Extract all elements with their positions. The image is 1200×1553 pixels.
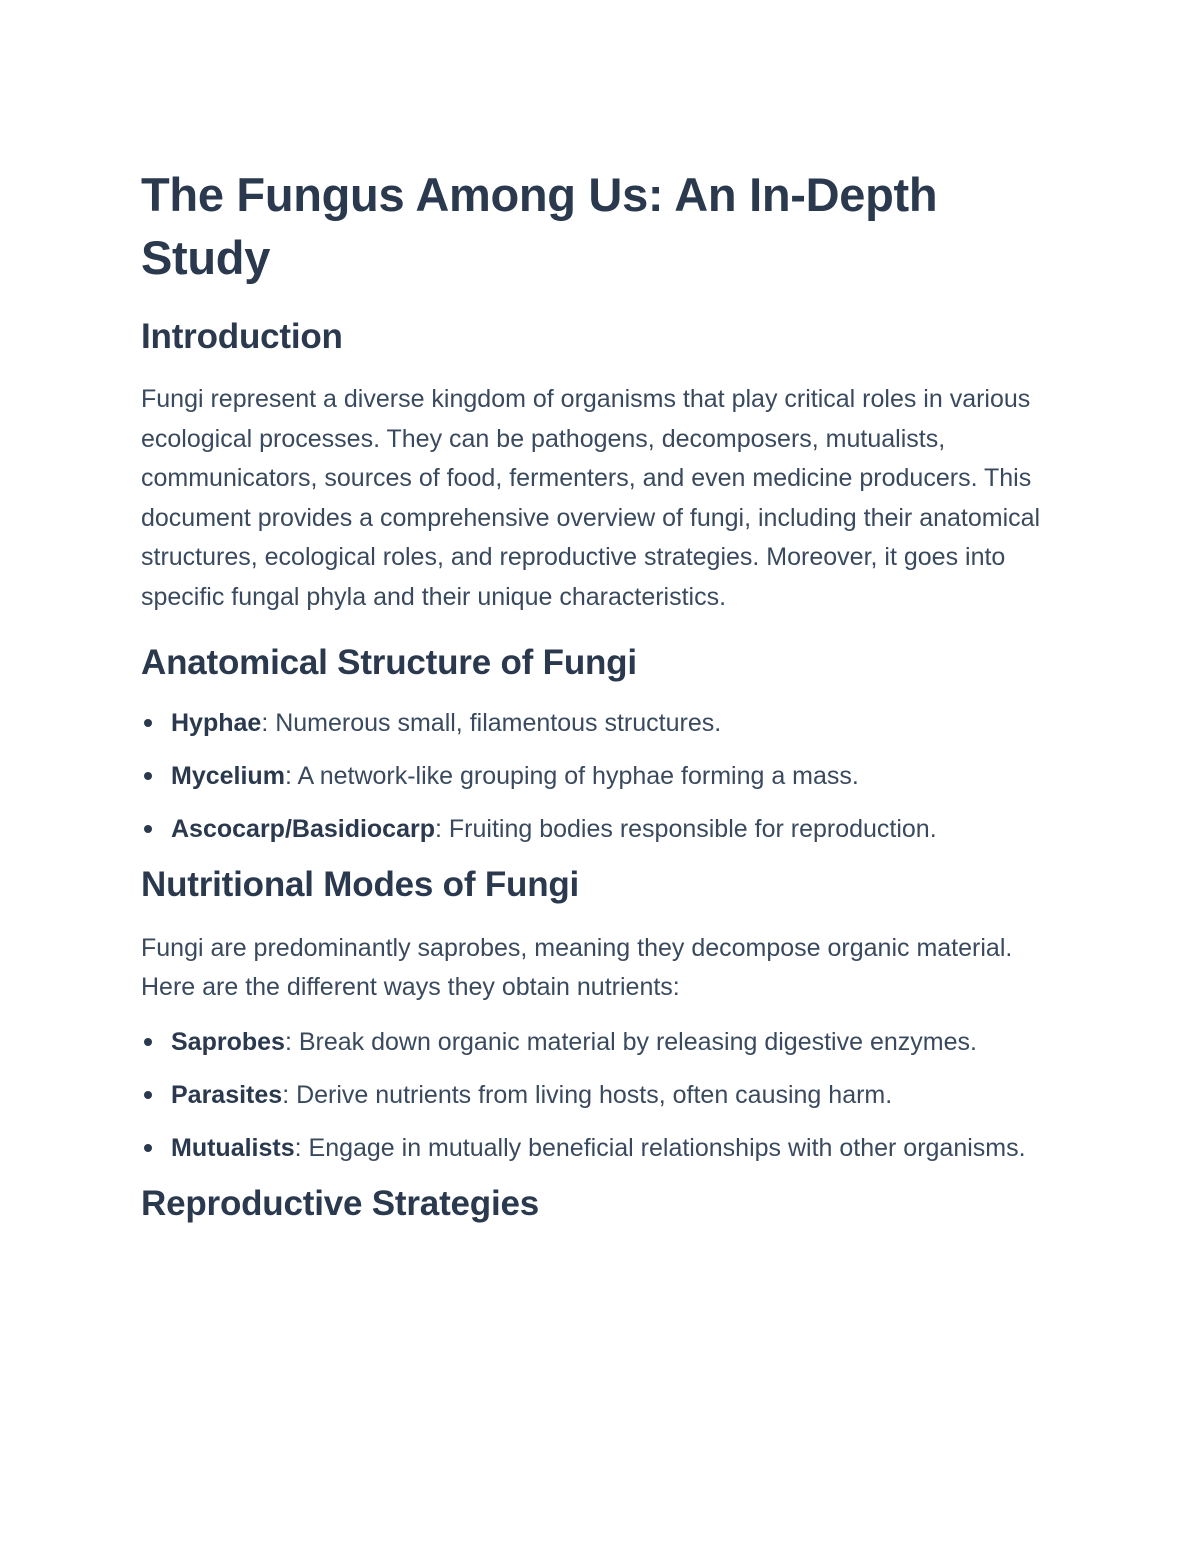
section-anatomical-structure [141,641,1061,850]
section-heading: Reproductive Strategies [141,1183,540,1223]
bullet-icon [144,1038,152,1046]
list-item-desc: : Fruiting bodies responsible for reproduction. [435,814,937,843]
list-item-desc: : Derive nutrients from living hosts, often causing harm. [282,1080,893,1109]
document-page [141,163,1061,1226]
list-item-term: Mycelium [171,761,285,790]
list-item-term: Mutualists [171,1133,295,1162]
document-title: The Fungus Among Us: An In-Depth Study [141,168,938,284]
list-item-desc: : Break down organic material by releasing digestive enzymes. [284,1027,977,1056]
section-heading: Introduction [141,317,343,356]
bullet-icon [144,825,152,833]
list-item [141,1129,1061,1169]
list-item [141,1023,1061,1063]
section-paragraph: Fungi are predominantly saprobes, meaning they decompose organic material. Here are the different ways they obtain nutrients: [141,933,1013,1002]
list-item-term: Saprobes [171,1027,285,1056]
list-item [141,704,1061,744]
bullet-list [141,704,1061,850]
list-item-desc: : Engage in mutually beneficial relationships with other organisms. [294,1133,1026,1162]
list-item [141,1076,1061,1116]
list-item-term: Hyphae [171,708,262,737]
bullet-icon [144,1144,152,1152]
bullet-icon [144,772,152,780]
list-item-term: Parasites [171,1080,283,1109]
list-item-desc: : Numerous small, filamentous structures. [261,708,722,737]
list-item-term: Ascocarp/Basidiocarp [171,814,435,843]
bullet-icon [144,719,152,727]
list-item [141,757,1061,797]
section-paragraph: Fungi represent a diverse kingdom of organisms that play critical roles in various ecological processes. They can be pathogens, decomposers, mutualists, communicators, sources of food, fermenters, and even medicine producers. This document provides a comprehensive overview of fungi, including their anatomical structures, ecological roles, and reproductive strategies. Moreover, it goes into specific fungal phyla and their unique characteristics. [141,385,1041,611]
section-heading: Anatomical Structure of Fungi [141,642,637,682]
section-nutritional-modes [141,863,1061,1169]
section-heading: Nutritional Modes of Fungi [141,864,580,904]
bullet-icon [144,1091,152,1099]
section-introduction [141,315,1061,618]
bullet-list [141,1023,1061,1169]
section-reproductive-strategies [141,1182,1061,1226]
list-item [141,810,1061,850]
list-item-desc: : A network-like grouping of hyphae forming a mass. [284,761,859,790]
